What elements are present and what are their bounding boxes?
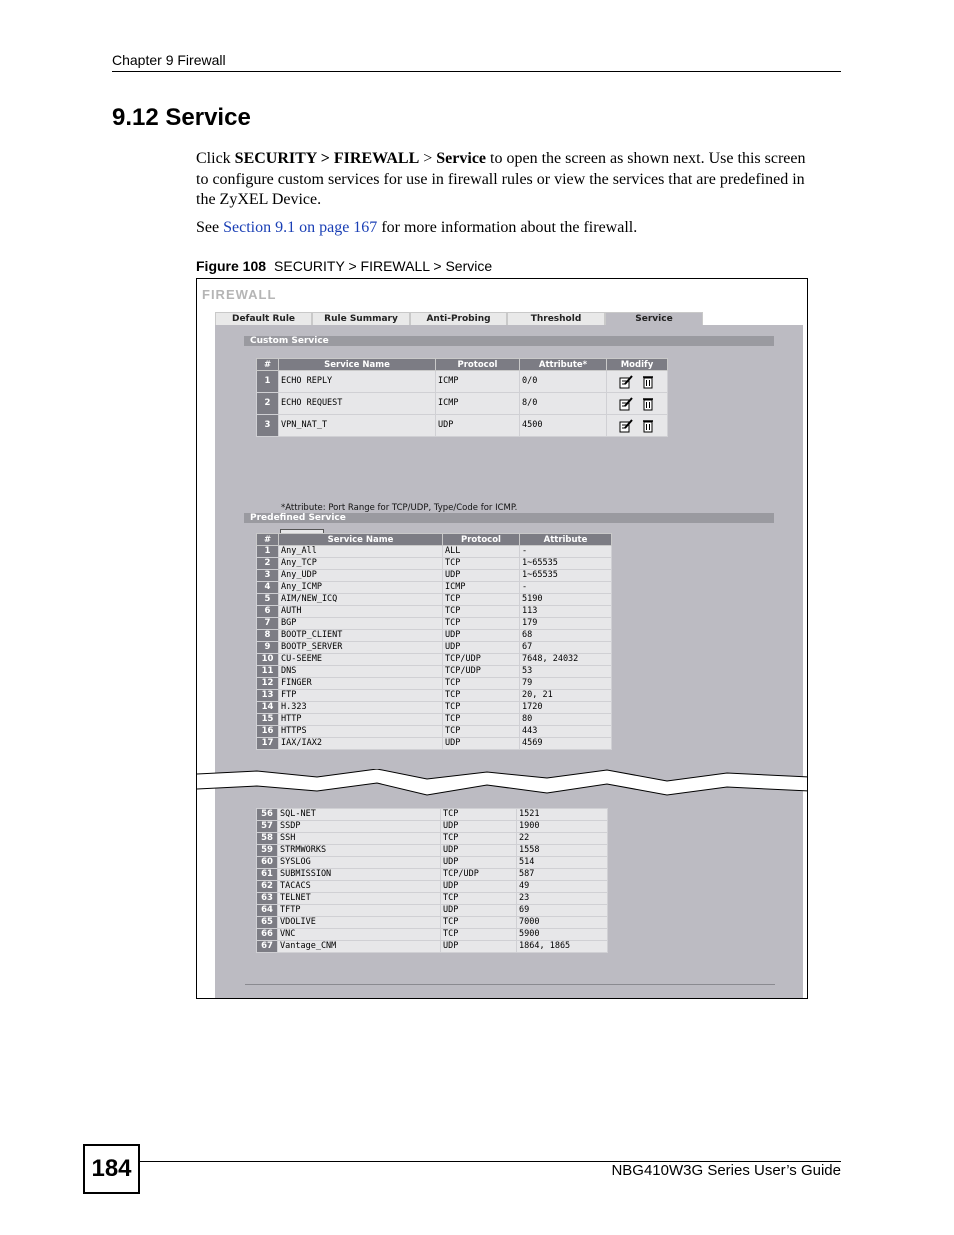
row-number: 11 [257, 666, 279, 678]
service-name: HTTPS [279, 726, 443, 738]
screenshot-frame [196, 278, 808, 999]
row-number: 65 [257, 917, 278, 929]
attribute: 7648, 24032 [520, 654, 612, 666]
row-number: 3 [257, 570, 279, 582]
protocol: TCP [441, 809, 517, 821]
service-name: VNC [278, 929, 441, 941]
service-name: Any_UDP [279, 570, 443, 582]
service-name: Any_TCP [279, 558, 443, 570]
table-row [257, 845, 608, 857]
service-name: H.323 [279, 702, 443, 714]
table-row [257, 905, 608, 917]
table-row [257, 929, 608, 941]
col-attribute: Attribute* [520, 359, 607, 371]
attribute: 69 [517, 905, 608, 917]
protocol: UDP [441, 857, 517, 869]
table-row [257, 809, 608, 821]
predefined-service-table [256, 533, 612, 750]
table-row [257, 678, 612, 690]
attribute: 1~65535 [520, 570, 612, 582]
protocol: TCP [441, 893, 517, 905]
service-name: SQL-NET [278, 809, 441, 821]
firewall-title: FIREWALL [202, 287, 277, 302]
attribute: 514 [517, 857, 608, 869]
attribute: 68 [520, 630, 612, 642]
attribute: 53 [520, 666, 612, 678]
table-row [257, 558, 612, 570]
service-name: DNS [279, 666, 443, 678]
predefined-service-table-continued [256, 808, 608, 953]
col-attribute: Attribute [520, 534, 612, 546]
service-name: BOOTP_SERVER [279, 642, 443, 654]
row-number: 59 [257, 845, 278, 857]
col-protocol: Protocol [443, 534, 520, 546]
attribute-note: *Attribute: Port Range for TCP/UDP, Type/Code for ICMP. [281, 503, 518, 513]
protocol: UDP [443, 642, 520, 654]
protocol: TCP [441, 917, 517, 929]
row-number: 2 [257, 558, 279, 570]
table-row [257, 941, 608, 953]
intro-paragraph: Click SECURITY > FIREWALL > Service to open the screen as shown next. Use this screen to configure custom services for use in firewall rules or view the services that are predefined in the ZyXEL Device. [196, 150, 806, 208]
table-row [257, 726, 612, 738]
table-row [257, 893, 608, 905]
custom-service-table [256, 358, 668, 437]
service-name: AIM/NEW_ICQ [279, 594, 443, 606]
row-number: 58 [257, 833, 278, 845]
table-row [257, 857, 608, 869]
predefined-service-heading: Predefined Service [244, 513, 774, 523]
attribute: 23 [517, 893, 608, 905]
protocol: UDP [441, 905, 517, 917]
attribute: 587 [517, 869, 608, 881]
row-number: 6 [257, 606, 279, 618]
footer-guide-title: NBG410W3G Series User’s Guide [611, 1162, 841, 1179]
row-number: 9 [257, 642, 279, 654]
custom-service-heading: Custom Service [244, 336, 774, 346]
figure-caption: Figure 108 SECURITY > FIREWALL > Service [196, 258, 493, 274]
protocol: ICMP [443, 582, 520, 594]
service-name: VDOLIVE [278, 917, 441, 929]
service-name: STRMWORKS [278, 845, 441, 857]
section-link[interactable]: Section 9.1 on page 167 [223, 219, 378, 236]
table-row [257, 869, 608, 881]
row-number: 12 [257, 678, 279, 690]
attribute: 20, 21 [520, 690, 612, 702]
service-name: SSH [278, 833, 441, 845]
panel-bottom-rule [245, 984, 775, 985]
attribute: 1521 [517, 809, 608, 821]
attribute: 5900 [517, 929, 608, 941]
row-number: 61 [257, 869, 278, 881]
protocol: ALL [443, 546, 520, 558]
service-name: BOOTP_CLIENT [279, 630, 443, 642]
protocol: UDP [443, 630, 520, 642]
service-name: Vantage_CNM [278, 941, 441, 953]
service-name: SUBMISSION [278, 869, 441, 881]
edit-icon[interactable] [619, 397, 633, 411]
attribute: 1900 [517, 821, 608, 833]
table-row [257, 546, 612, 558]
row-number: 56 [257, 809, 278, 821]
attribute: 1864, 1865 [517, 941, 608, 953]
attribute: 1558 [517, 845, 608, 857]
protocol: UDP [443, 570, 520, 582]
row-number: 14 [257, 702, 279, 714]
attribute: 80 [520, 714, 612, 726]
section-title: 9.12 Service [112, 104, 251, 131]
service-name: TACACS [278, 881, 441, 893]
attribute: 4569 [520, 738, 612, 750]
service-name: FTP [279, 690, 443, 702]
attribute: - [520, 582, 612, 594]
table-row [257, 606, 612, 618]
attribute: 49 [517, 881, 608, 893]
col-number: # [257, 534, 279, 546]
protocol: UDP [441, 821, 517, 833]
attribute: 443 [520, 726, 612, 738]
protocol: TCP/UDP [443, 654, 520, 666]
table-row [257, 917, 608, 929]
col-modify: Modify [607, 359, 668, 371]
protocol: TCP [443, 558, 520, 570]
protocol: TCP [441, 833, 517, 845]
protocol: TCP [443, 606, 520, 618]
edit-icon[interactable] [619, 419, 633, 433]
row-number: 63 [257, 893, 278, 905]
attribute: 179 [520, 618, 612, 630]
table-row [257, 582, 612, 594]
table-row [257, 570, 612, 582]
chapter-header: Chapter 9 Firewall [112, 52, 226, 68]
col-number: # [257, 359, 279, 371]
row-number: 8 [257, 630, 279, 642]
protocol: TCP [443, 594, 520, 606]
table-row [257, 702, 612, 714]
protocol: UDP [441, 941, 517, 953]
tab-bar [215, 312, 803, 326]
attribute: 113 [520, 606, 612, 618]
row-number: 67 [257, 941, 278, 953]
row-number: 4 [257, 582, 279, 594]
see-paragraph: See Section 9.1 on page 167 for more information about the firewall. [196, 219, 638, 236]
tab-default-rule[interactable]: Default Rule [215, 312, 312, 325]
table-row [257, 654, 612, 666]
row-number: 10 [257, 654, 279, 666]
table-row [257, 738, 612, 750]
attribute: - [520, 546, 612, 558]
table-row [257, 618, 612, 630]
page-number: 184 [83, 1144, 140, 1194]
table-row [257, 821, 608, 833]
service-name: SYSLOG [278, 857, 441, 869]
row-number: 13 [257, 690, 279, 702]
table-row [257, 642, 612, 654]
table-row [257, 666, 612, 678]
service-name: HTTP [279, 714, 443, 726]
attribute: 7000 [517, 917, 608, 929]
delete-icon[interactable] [641, 419, 655, 433]
service-name: BGP [279, 618, 443, 630]
service-name: Any_ICMP [279, 582, 443, 594]
table-row [257, 594, 612, 606]
service-name: CU-SEEME [279, 654, 443, 666]
row-number: 15 [257, 714, 279, 726]
protocol: UDP [441, 845, 517, 857]
protocol: TCP [443, 678, 520, 690]
row-number: 16 [257, 726, 279, 738]
table-row [257, 630, 612, 642]
row-number: 57 [257, 821, 278, 833]
row-number: 1 [257, 546, 279, 558]
attribute: 1720 [520, 702, 612, 714]
row-number: 60 [257, 857, 278, 869]
attribute: 1~65535 [520, 558, 612, 570]
protocol: TCP [443, 726, 520, 738]
row-number: 7 [257, 618, 279, 630]
protocol: TCP/UDP [441, 869, 517, 881]
protocol: TCP [443, 690, 520, 702]
service-name: IAX/IAX2 [279, 738, 443, 750]
table-row [257, 833, 608, 845]
table-row: 3 VPN_NAT_T UDP 4500 [257, 415, 668, 437]
col-service-name: Service Name [279, 534, 443, 546]
protocol: UDP [441, 881, 517, 893]
header-rule [112, 71, 841, 72]
service-name: SSDP [278, 821, 441, 833]
attribute: 79 [520, 678, 612, 690]
edit-icon[interactable] [619, 375, 633, 389]
attribute: 22 [517, 833, 608, 845]
tab-rule-summary[interactable]: Rule Summary [312, 312, 410, 325]
service-name: Any_All [279, 546, 443, 558]
table-row: 1 ECHO REPLY ICMP 0/0 [257, 371, 668, 393]
tab-service[interactable]: Service [605, 312, 703, 325]
protocol: TCP [443, 618, 520, 630]
row-number: 17 [257, 738, 279, 750]
delete-icon[interactable] [641, 397, 655, 411]
attribute: 5190 [520, 594, 612, 606]
protocol: TCP [443, 714, 520, 726]
delete-icon[interactable] [641, 375, 655, 389]
row-number: 5 [257, 594, 279, 606]
tab-anti-probing[interactable]: Anti-Probing [410, 312, 507, 325]
service-name: AUTH [279, 606, 443, 618]
service-panel [215, 325, 803, 998]
protocol: TCP [443, 702, 520, 714]
protocol: UDP [443, 738, 520, 750]
row-number: 62 [257, 881, 278, 893]
service-name: TELNET [278, 893, 441, 905]
row-number: 64 [257, 905, 278, 917]
col-service-name: Service Name [279, 359, 436, 371]
table-row [257, 714, 612, 726]
table-row [257, 690, 612, 702]
col-protocol: Protocol [436, 359, 520, 371]
table-row: 2 ECHO REQUEST ICMP 8/0 [257, 393, 668, 415]
table-row [257, 881, 608, 893]
protocol: TCP [441, 929, 517, 941]
torn-break-marker [197, 769, 808, 809]
protocol: TCP/UDP [443, 666, 520, 678]
service-name: TFTP [278, 905, 441, 917]
attribute: 67 [520, 642, 612, 654]
service-name: FINGER [279, 678, 443, 690]
tab-threshold[interactable]: Threshold [507, 312, 605, 325]
row-number: 66 [257, 929, 278, 941]
